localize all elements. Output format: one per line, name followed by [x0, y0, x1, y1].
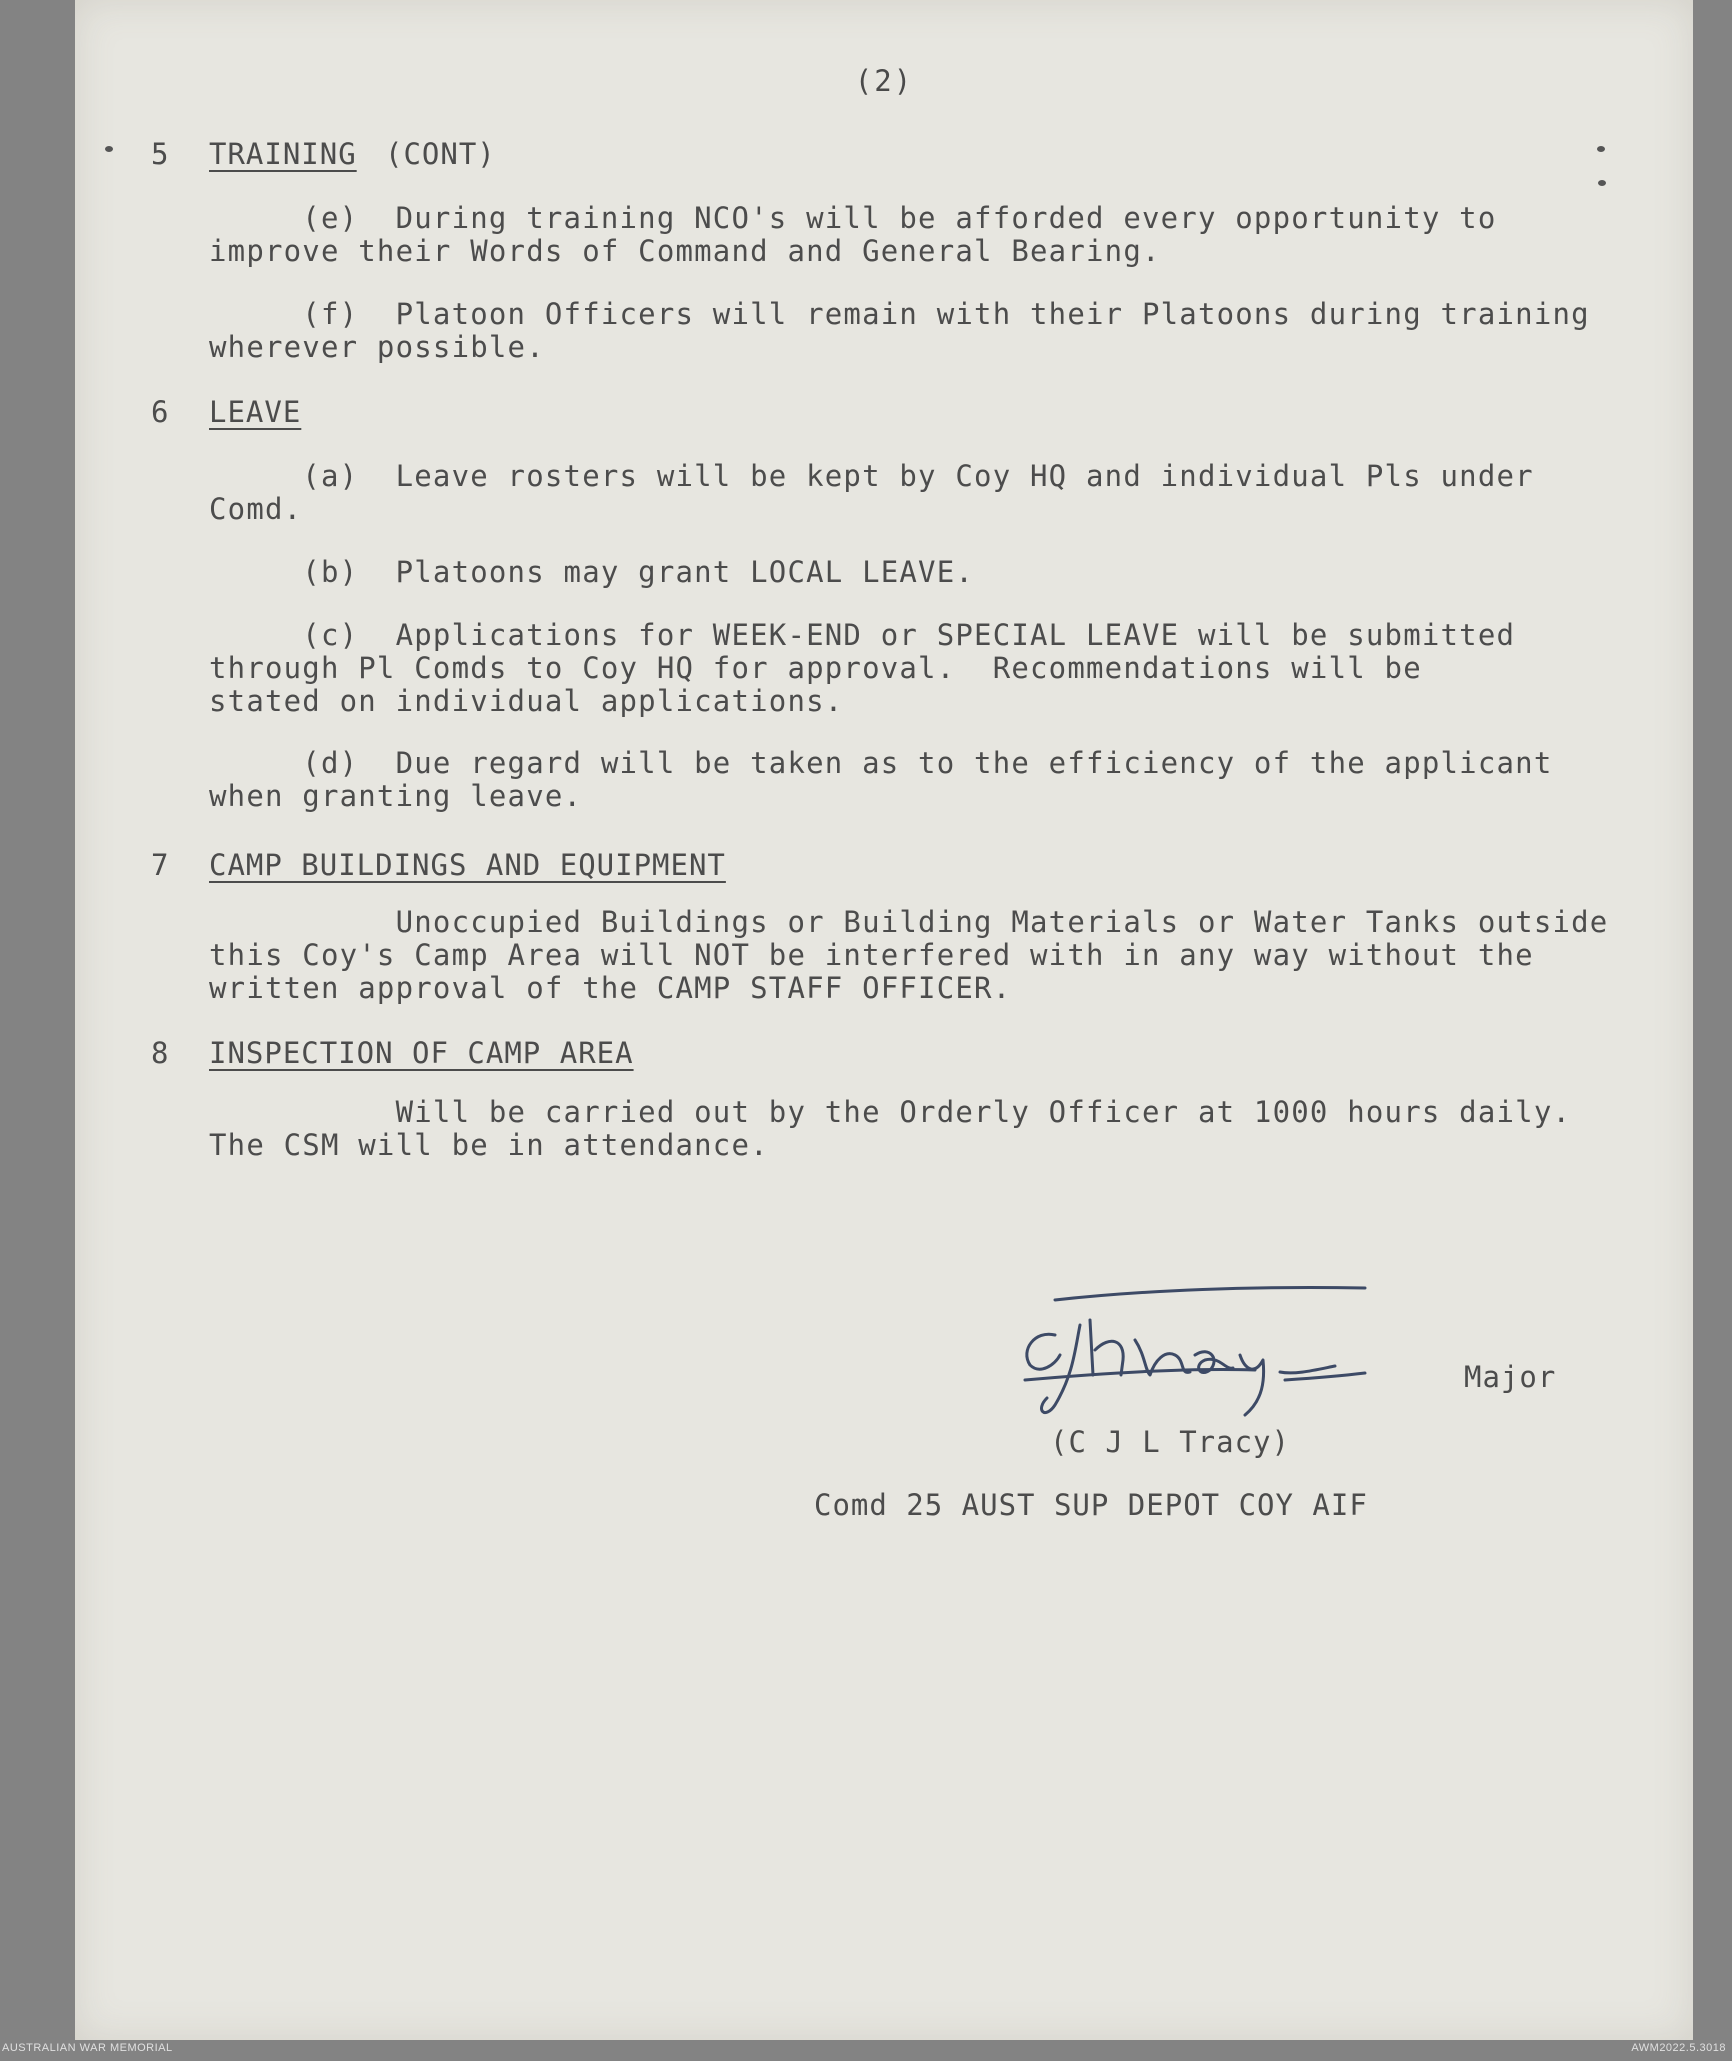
handwritten-signature — [995, 1280, 1425, 1430]
section-number: 8 — [151, 1036, 169, 1070]
page-number: (2) — [854, 64, 914, 98]
section-number: 7 — [151, 848, 169, 882]
punch-mark — [1597, 146, 1605, 152]
section-heading: CAMP BUILDINGS AND EQUIPMENT — [209, 848, 726, 882]
paragraph: (b) Platoons may grant LOCAL LEAVE. — [209, 555, 975, 589]
paragraph: Will be carried out by the Orderly Officer at 1000 hours daily. The CSM will be in attendance. — [209, 1095, 1572, 1162]
paragraph: Unoccupied Buildings or Building Materials or Water Tanks outside this Coy's Camp Area will NOT be interfered with in any way without the written approval of the CAMP STAFF OFFICER. — [209, 905, 1609, 1005]
footer-left: AUSTRALIAN WAR MEMORIAL — [2, 2042, 173, 2054]
section-number: 6 — [151, 395, 169, 429]
paragraph: (c) Applications for WEEK-END or SPECIAL LEAVE will be submitted through Pl Comds to Coy HQ for approval. Recommendations will be stated on individual applications. — [209, 618, 1516, 718]
signatory-rank: Major — [1464, 1360, 1557, 1394]
signatory-appointment: Comd 25 AUST SUP DEPOT COY AIF — [814, 1488, 1368, 1522]
paragraph: (e) During training NCO's will be afforded every opportunity to improve their Words of Command and General Bearing. — [209, 201, 1497, 268]
section-heading: TRAINING — [209, 137, 357, 171]
document-page — [75, 0, 1693, 2040]
signatory-name: (C J L Tracy) — [1050, 1425, 1290, 1459]
footer-right: AWM2022.5.3018 — [1631, 2042, 1726, 2054]
section-heading: LEAVE — [209, 395, 302, 429]
punch-mark — [1598, 180, 1606, 186]
punch-mark — [105, 146, 113, 152]
paragraph: (f) Platoon Officers will remain with their Platoons during training wherever possible. — [209, 297, 1590, 364]
section-heading: INSPECTION OF CAMP AREA — [209, 1036, 634, 1070]
paragraph: (d) Due regard will be taken as to the efficiency of the applicant when granting leave. — [209, 746, 1553, 813]
paragraph: (a) Leave rosters will be kept by Coy HQ and individual Pls under Comd. — [209, 459, 1534, 526]
section-number: 5 — [151, 137, 169, 171]
section-heading-suffix: (CONT) — [385, 137, 496, 171]
signature-block — [975, 1280, 1625, 1500]
